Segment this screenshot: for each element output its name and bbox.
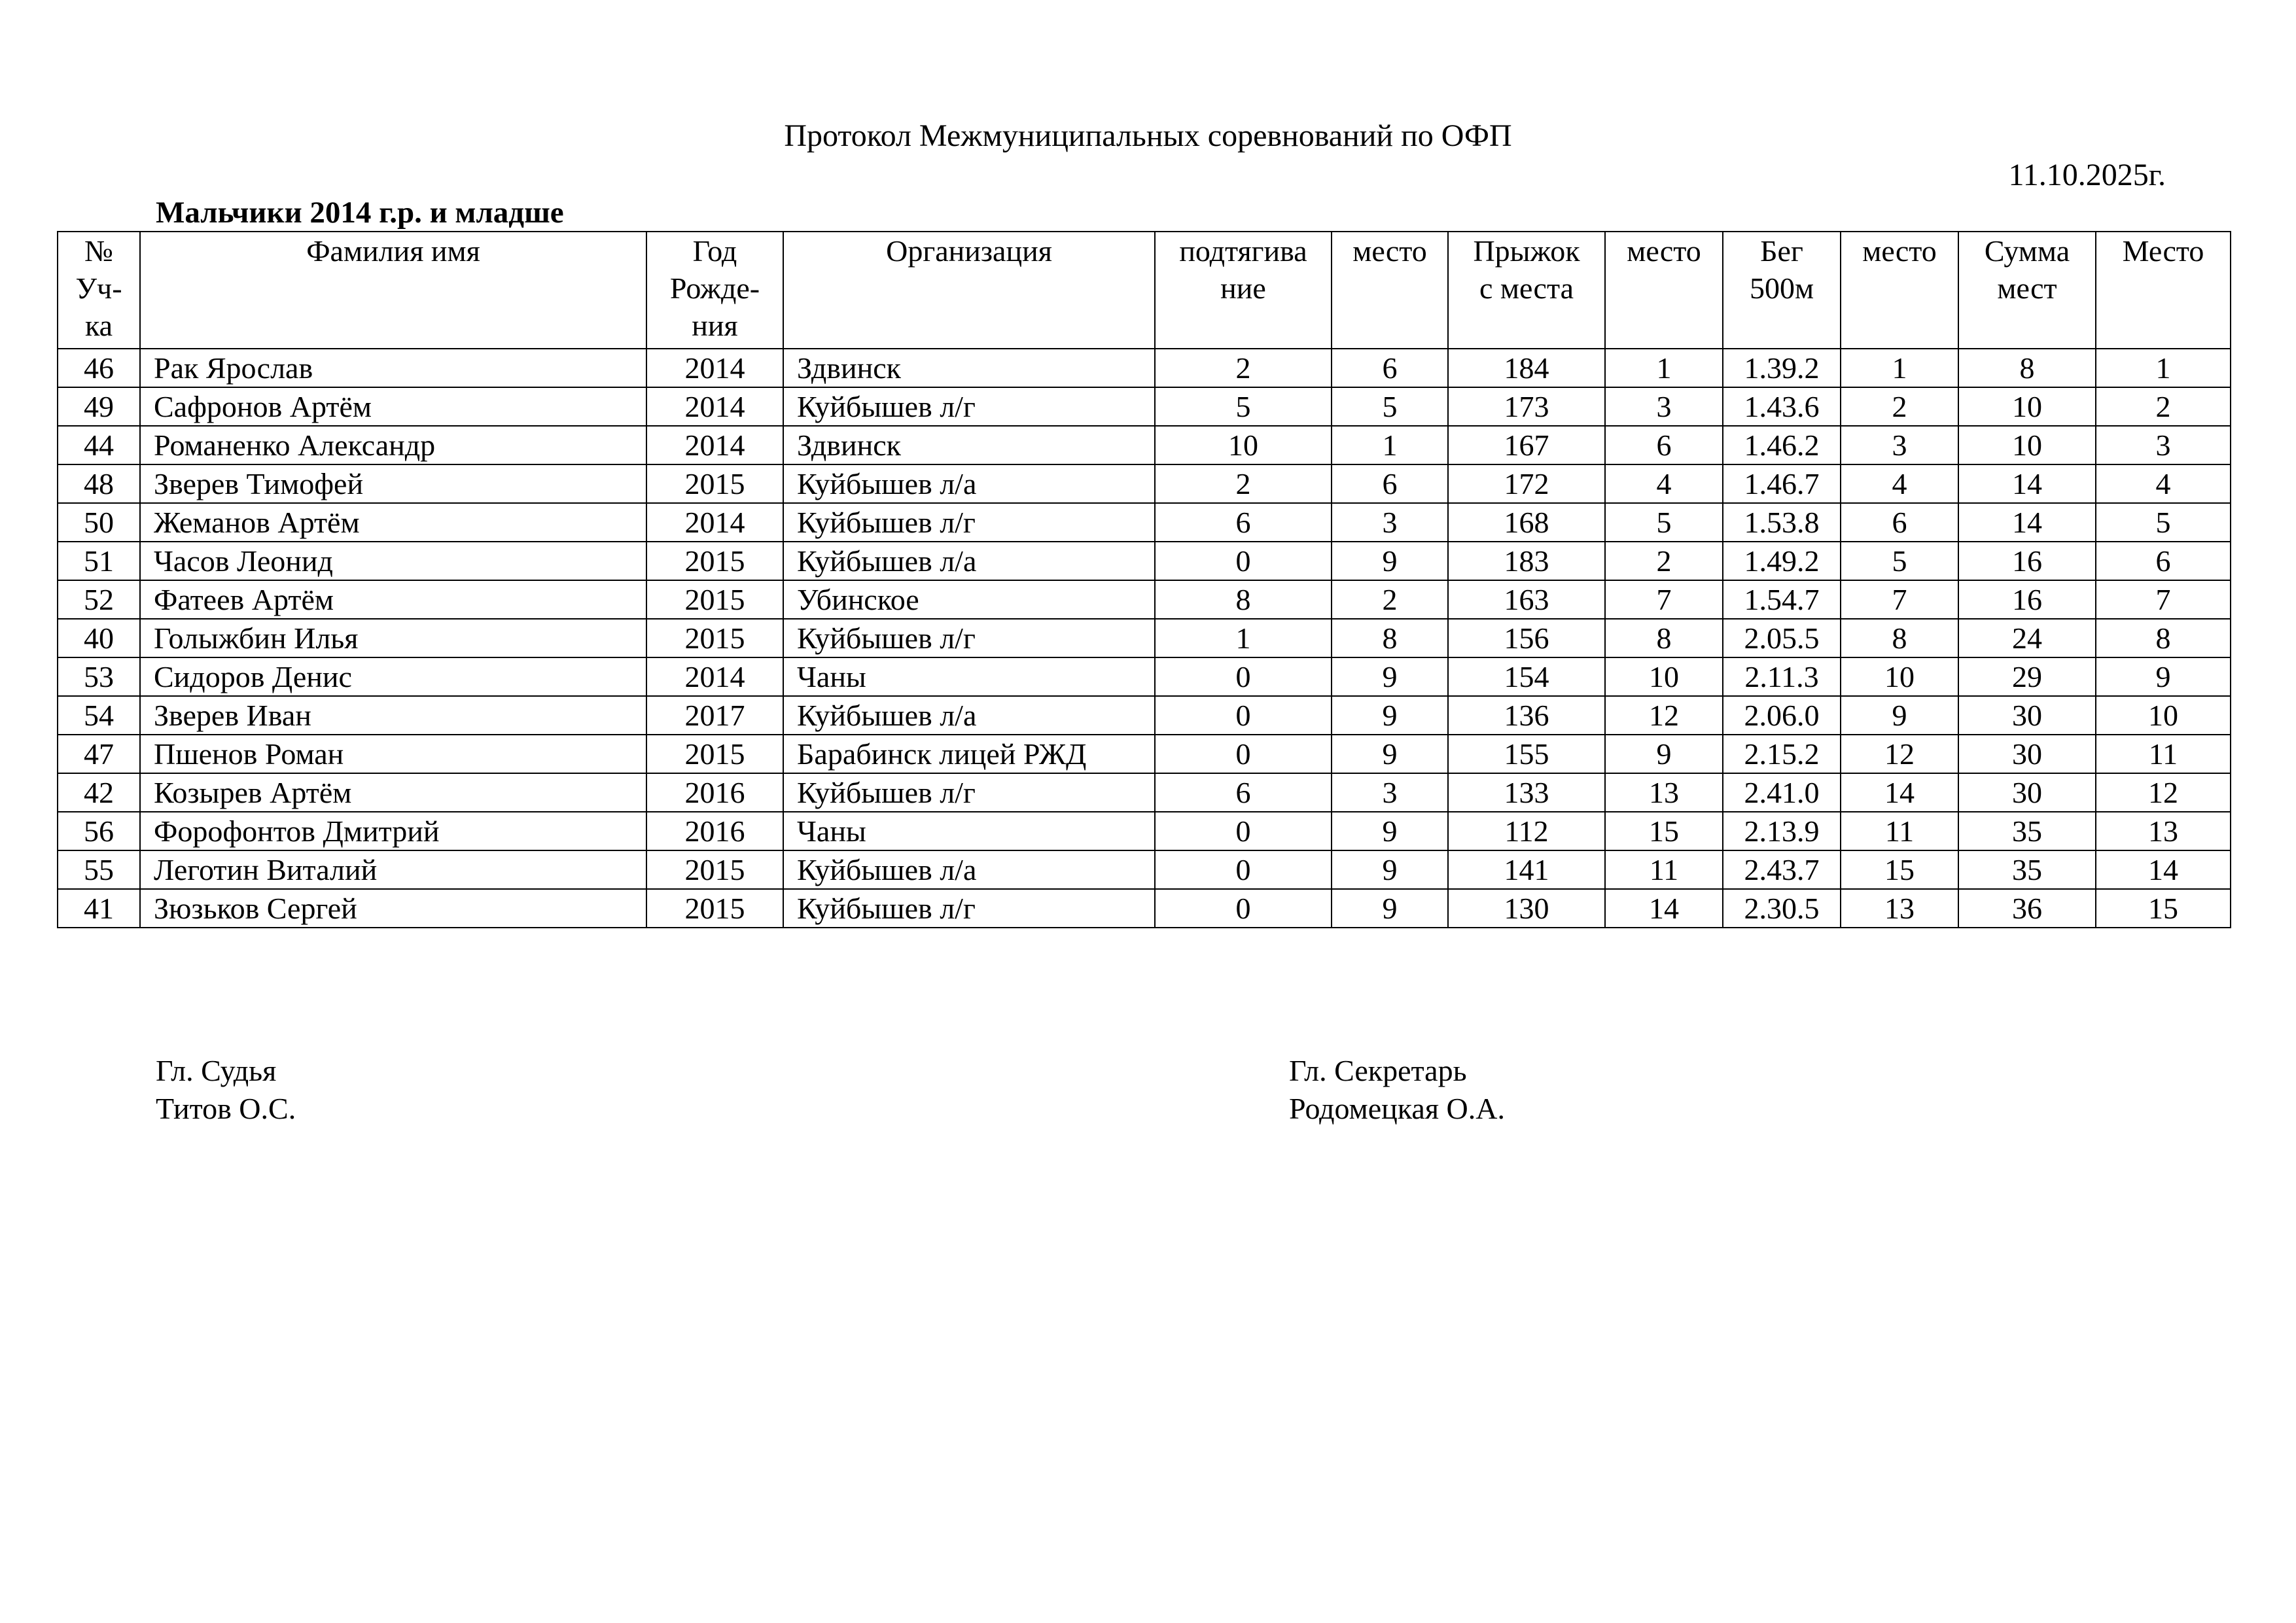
table-cell: 2.41.0 [1723, 773, 1841, 812]
judge-name: Титов О.С. [156, 1092, 296, 1125]
table-cell: 3 [1841, 426, 1958, 464]
table-row [58, 349, 2231, 387]
table-cell: 1 [2096, 349, 2231, 387]
table-cell: 2014 [646, 657, 783, 696]
table-cell: 4 [1605, 464, 1723, 503]
table-cell: Куйбышев л/г [783, 387, 1155, 426]
table-cell: 2.06.0 [1723, 696, 1841, 735]
table-cell: Сидоров Денис [140, 657, 646, 696]
table-cell: 55 [58, 850, 140, 889]
table-cell: Куйбышев л/а [783, 696, 1155, 735]
table-row [58, 464, 2231, 503]
table-cell: 1.39.2 [1723, 349, 1841, 387]
table-cell: Куйбышев л/а [783, 850, 1155, 889]
table-cell: 2015 [646, 464, 783, 503]
table-cell: 5 [1841, 542, 1958, 580]
table-cell: 2015 [646, 580, 783, 619]
table-cell: 8 [1155, 580, 1332, 619]
document-date: 11.10.2025г. [2008, 158, 2166, 192]
table-row [58, 426, 2231, 464]
table-cell: 5 [1332, 387, 1448, 426]
table-row [58, 850, 2231, 889]
table-cell: 15 [2096, 889, 2231, 928]
table-cell: 9 [1332, 657, 1448, 696]
table-cell: 6 [1155, 503, 1332, 542]
table-cell: 47 [58, 735, 140, 773]
table-cell: 2015 [646, 619, 783, 657]
table-cell: 2.05.5 [1723, 619, 1841, 657]
table-cell: 183 [1448, 542, 1605, 580]
table-cell: 7 [2096, 580, 2231, 619]
table-cell: 0 [1155, 657, 1332, 696]
table-cell: 35 [1958, 850, 2096, 889]
table-cell: 51 [58, 542, 140, 580]
table-cell: Форофонтов Дмитрий [140, 812, 646, 850]
table-cell: Убинское [783, 580, 1155, 619]
table-cell: 13 [1841, 889, 1958, 928]
table-cell: 2017 [646, 696, 783, 735]
table-cell: 168 [1448, 503, 1605, 542]
table-cell: 5 [1605, 503, 1723, 542]
table-cell: 10 [1155, 426, 1332, 464]
table-cell: 9 [2096, 657, 2231, 696]
table-row [58, 387, 2231, 426]
table-cell: 6 [1841, 503, 1958, 542]
table-cell: 30 [1958, 735, 2096, 773]
table-cell: 16 [1958, 542, 2096, 580]
table-cell: 4 [1841, 464, 1958, 503]
table-cell: 1.53.8 [1723, 503, 1841, 542]
table-cell: 42 [58, 773, 140, 812]
table-cell: 50 [58, 503, 140, 542]
table-cell: 10 [1841, 657, 1958, 696]
table-cell: 2014 [646, 387, 783, 426]
table-cell: 1.46.2 [1723, 426, 1841, 464]
table-cell: 1 [1155, 619, 1332, 657]
table-cell: 163 [1448, 580, 1605, 619]
table-cell: 11 [1605, 850, 1723, 889]
table-cell: 56 [58, 812, 140, 850]
table-row [58, 696, 2231, 735]
table-cell: Чаны [783, 657, 1155, 696]
table-row [58, 735, 2231, 773]
table-cell: 46 [58, 349, 140, 387]
table-cell: 4 [2096, 464, 2231, 503]
table-cell: 14 [1841, 773, 1958, 812]
table-cell: Зверев Иван [140, 696, 646, 735]
table-cell: 2015 [646, 735, 783, 773]
table-cell: 2.13.9 [1723, 812, 1841, 850]
judge-title: Гл. Судья [156, 1054, 277, 1087]
table-cell: 12 [1605, 696, 1723, 735]
header-cell: Фамилия имя [140, 232, 646, 349]
table-cell: Фатеев Артём [140, 580, 646, 619]
table-row [58, 619, 2231, 657]
table-cell: 0 [1155, 889, 1332, 928]
table-cell: 40 [58, 619, 140, 657]
table-cell: Здвинск [783, 349, 1155, 387]
table-cell: 167 [1448, 426, 1605, 464]
header-cell: место [1332, 232, 1448, 349]
table-cell: 1 [1605, 349, 1723, 387]
table-cell: 2016 [646, 812, 783, 850]
table-cell: 130 [1448, 889, 1605, 928]
table-cell: 112 [1448, 812, 1605, 850]
table-cell: 6 [1605, 426, 1723, 464]
table-cell: 11 [2096, 735, 2231, 773]
table-cell: 10 [2096, 696, 2231, 735]
table-cell: 54 [58, 696, 140, 735]
table-cell: 2 [1605, 542, 1723, 580]
table-cell: 5 [2096, 503, 2231, 542]
table-cell: Зверев Тимофей [140, 464, 646, 503]
table-cell: Козырев Артём [140, 773, 646, 812]
table-cell: 2 [2096, 387, 2231, 426]
table-cell: 156 [1448, 619, 1605, 657]
table-cell: 49 [58, 387, 140, 426]
table-cell: Барабинск лицей РЖД [783, 735, 1155, 773]
table-cell: 6 [1332, 349, 1448, 387]
table-cell: 52 [58, 580, 140, 619]
table-cell: 7 [1605, 580, 1723, 619]
secretary-signature [1289, 1052, 1505, 1128]
table-cell: 3 [2096, 426, 2231, 464]
table-cell: 9 [1332, 735, 1448, 773]
table-cell: 9 [1332, 696, 1448, 735]
table-cell: 2.11.3 [1723, 657, 1841, 696]
header-cell: Организация [783, 232, 1155, 349]
table-cell: 15 [1841, 850, 1958, 889]
secretary-title: Гл. Секретарь [1289, 1054, 1467, 1087]
table-row [58, 542, 2231, 580]
table-cell: 2 [1155, 349, 1332, 387]
table-cell: 1 [1841, 349, 1958, 387]
table-cell: 9 [1841, 696, 1958, 735]
table-cell: Пшенов Роман [140, 735, 646, 773]
table-cell: Зюзьков Сергей [140, 889, 646, 928]
table-cell: Жеманов Артём [140, 503, 646, 542]
table-cell: Романенко Александр [140, 426, 646, 464]
table-cell: 155 [1448, 735, 1605, 773]
table-cell: 141 [1448, 850, 1605, 889]
header-cell: Прыжок с места [1448, 232, 1605, 349]
header-cell: Бег 500м [1723, 232, 1841, 349]
table-cell: Часов Леонид [140, 542, 646, 580]
table-cell: 24 [1958, 619, 2096, 657]
table-cell: 30 [1958, 696, 2096, 735]
table-cell: Рак Ярослав [140, 349, 646, 387]
table-cell: 53 [58, 657, 140, 696]
secretary-name: Родомецкая О.А. [1289, 1092, 1505, 1125]
table-cell: 0 [1155, 812, 1332, 850]
table-cell: 8 [1841, 619, 1958, 657]
table-cell: 8 [2096, 619, 2231, 657]
table-cell: Здвинск [783, 426, 1155, 464]
table-row [58, 657, 2231, 696]
table-cell: 0 [1155, 850, 1332, 889]
table-cell: Куйбышев л/г [783, 889, 1155, 928]
table-cell: 9 [1332, 812, 1448, 850]
table-cell: 8 [1605, 619, 1723, 657]
header-row [58, 232, 2231, 349]
table-cell: 13 [2096, 812, 2231, 850]
table-cell: Куйбышев л/г [783, 773, 1155, 812]
table-cell: 41 [58, 889, 140, 928]
table-cell: 14 [1958, 503, 2096, 542]
header-cell: Место [2096, 232, 2231, 349]
header-cell: Сумма мест [1958, 232, 2096, 349]
table-cell: Сафронов Артём [140, 387, 646, 426]
table-cell: 2016 [646, 773, 783, 812]
table-cell: 2 [1155, 464, 1332, 503]
table-cell: 44 [58, 426, 140, 464]
table-cell: 2 [1332, 580, 1448, 619]
table-cell: 30 [1958, 773, 2096, 812]
table-cell: Чаны [783, 812, 1155, 850]
table-cell: 1.46.7 [1723, 464, 1841, 503]
group-heading: Мальчики 2014 г.р. и младше [156, 196, 564, 230]
table-row [58, 580, 2231, 619]
table-cell: 3 [1332, 773, 1448, 812]
table-row [58, 889, 2231, 928]
table-cell: 35 [1958, 812, 2096, 850]
table-cell: 2.43.7 [1723, 850, 1841, 889]
header-cell: Год Рожде- ния [646, 232, 783, 349]
table-cell: 10 [1605, 657, 1723, 696]
table-cell: 5 [1155, 387, 1332, 426]
table-cell: 36 [1958, 889, 2096, 928]
table-cell: 184 [1448, 349, 1605, 387]
table-cell: 2 [1841, 387, 1958, 426]
table-cell: 12 [1841, 735, 1958, 773]
table-cell: 173 [1448, 387, 1605, 426]
table-cell: 2014 [646, 503, 783, 542]
table-cell: 6 [1155, 773, 1332, 812]
table-cell: 0 [1155, 735, 1332, 773]
table-cell: Куйбышев л/а [783, 464, 1155, 503]
table-cell: 16 [1958, 580, 2096, 619]
table-cell: 12 [2096, 773, 2231, 812]
table-cell: 0 [1155, 542, 1332, 580]
table-cell: 1.54.7 [1723, 580, 1841, 619]
table-cell: 14 [1958, 464, 2096, 503]
table-cell: 3 [1332, 503, 1448, 542]
table-cell: 1.43.6 [1723, 387, 1841, 426]
table-cell: Голыжбин Илья [140, 619, 646, 657]
table-cell: 13 [1605, 773, 1723, 812]
table-row [58, 812, 2231, 850]
table-cell: 7 [1841, 580, 1958, 619]
table-cell: 136 [1448, 696, 1605, 735]
table-cell: 1 [1332, 426, 1448, 464]
table-cell: 48 [58, 464, 140, 503]
table-cell: 6 [1332, 464, 1448, 503]
table-cell: 10 [1958, 426, 2096, 464]
table-cell: 14 [1605, 889, 1723, 928]
table-cell: 2015 [646, 889, 783, 928]
table-cell: 0 [1155, 696, 1332, 735]
table-cell: 14 [2096, 850, 2231, 889]
table-cell: 2014 [646, 426, 783, 464]
table-cell: 29 [1958, 657, 2096, 696]
header-cell: место [1605, 232, 1723, 349]
table-row [58, 503, 2231, 542]
table-cell: 9 [1332, 542, 1448, 580]
table-cell: 2.15.2 [1723, 735, 1841, 773]
table-cell: Леготин Виталий [140, 850, 646, 889]
table-cell: 2014 [646, 349, 783, 387]
table-cell: 3 [1605, 387, 1723, 426]
header-cell: № Уч- ка [58, 232, 140, 349]
table-cell: 133 [1448, 773, 1605, 812]
table-cell: 172 [1448, 464, 1605, 503]
table-cell: 9 [1605, 735, 1723, 773]
table-cell: 2015 [646, 542, 783, 580]
table-cell: 10 [1958, 387, 2096, 426]
table-cell: 154 [1448, 657, 1605, 696]
table-cell: Куйбышев л/г [783, 503, 1155, 542]
table-cell: 9 [1332, 889, 1448, 928]
document-title: Протокол Межмуниципальных соревнований по ОФП [784, 118, 1512, 153]
table-cell: 6 [2096, 542, 2231, 580]
header-cell: подтягива ние [1155, 232, 1332, 349]
table-cell: 8 [1958, 349, 2096, 387]
table-cell: 11 [1841, 812, 1958, 850]
judge-signature [156, 1052, 296, 1128]
table-cell: 8 [1332, 619, 1448, 657]
table-row [58, 773, 2231, 812]
header-cell: место [1841, 232, 1958, 349]
table-cell: 2.30.5 [1723, 889, 1841, 928]
results-table [57, 231, 2231, 928]
results-body [58, 349, 2231, 928]
table-cell: Куйбышев л/г [783, 619, 1155, 657]
table-cell: 9 [1332, 850, 1448, 889]
table-cell: 1.49.2 [1723, 542, 1841, 580]
table-cell: Куйбышев л/а [783, 542, 1155, 580]
table-cell: 2015 [646, 850, 783, 889]
table-cell: 15 [1605, 812, 1723, 850]
